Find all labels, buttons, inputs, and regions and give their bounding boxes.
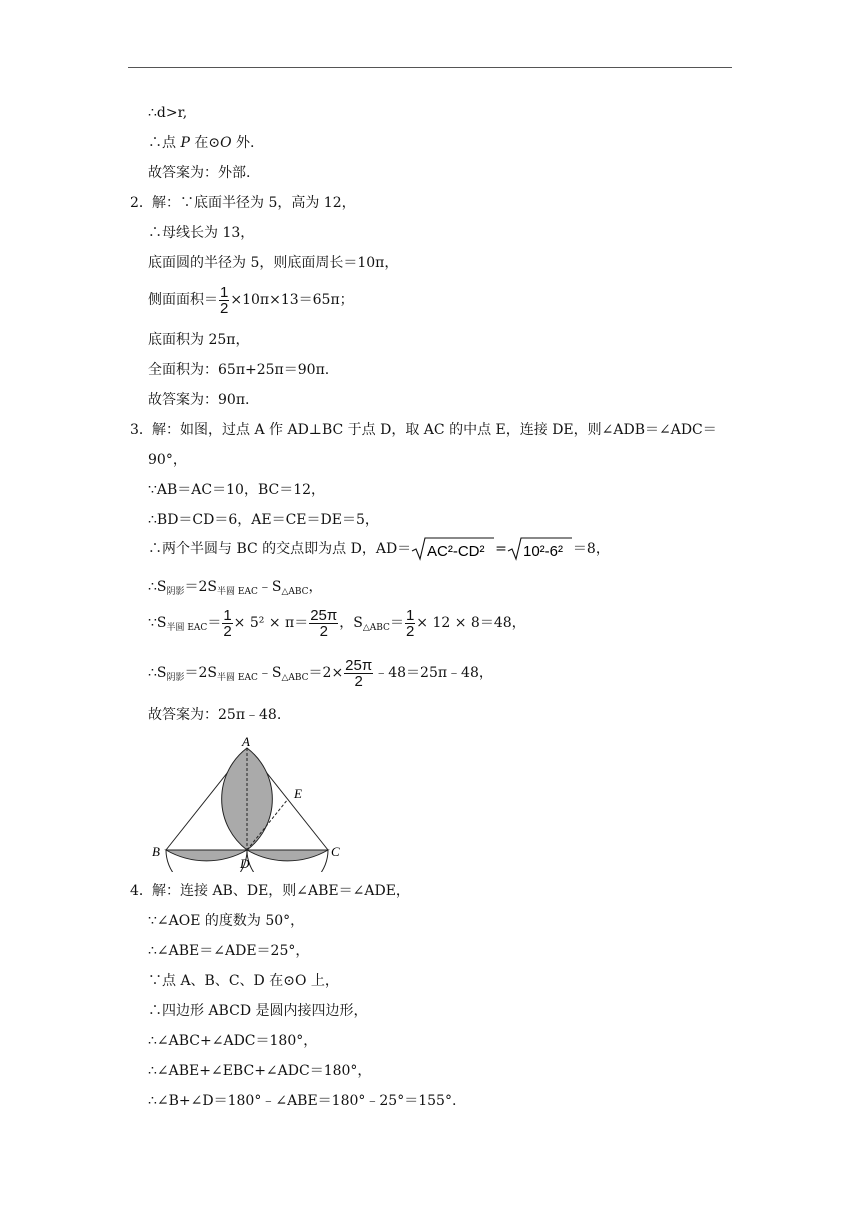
problem-2-line-5: 底面积为 25π， bbox=[148, 332, 250, 348]
line-d-gt-r: ∴d>r, bbox=[148, 105, 188, 121]
fraction bbox=[344, 658, 373, 689]
text: ∴S bbox=[148, 665, 167, 681]
problem-3-number: 3． bbox=[130, 422, 153, 438]
problem-4-line-1: 解：连接 AB、DE，则∠ABE＝∠ADE， bbox=[152, 883, 410, 899]
numerator: 25π bbox=[345, 656, 373, 674]
label-D: D bbox=[240, 856, 250, 871]
fraction bbox=[405, 608, 415, 639]
text: ∴点 bbox=[148, 135, 181, 151]
problem-4-number: 4． bbox=[130, 883, 153, 899]
problem-3-line-4 bbox=[148, 535, 610, 563]
text: = bbox=[495, 541, 507, 557]
text: ， bbox=[308, 579, 323, 595]
problem-4-line-6: ∴∠ABC+∠ADC＝180°， bbox=[148, 1033, 318, 1049]
numerator: 1 bbox=[405, 606, 415, 624]
text: ，S bbox=[339, 615, 363, 631]
geometry-figure bbox=[148, 736, 358, 872]
header-rule bbox=[128, 67, 732, 68]
denominator: 2 bbox=[220, 299, 229, 317]
problem-2-line-4 bbox=[148, 283, 354, 317]
sqrt-text: 10²-6² bbox=[522, 543, 563, 560]
problem-2-line-7: 故答案为：90π. bbox=[148, 392, 250, 408]
numerator: 1 bbox=[223, 606, 232, 624]
numerator: 1 bbox=[220, 283, 229, 301]
text: ∴S bbox=[148, 579, 167, 595]
problem-3-line-7 bbox=[148, 656, 493, 695]
subscript: △ABC bbox=[362, 623, 390, 633]
shaded-segment-DC bbox=[247, 850, 328, 861]
sqrt-text: AC²-CD² bbox=[427, 543, 485, 560]
problem-3-line-1: 解：如图，过点 A 作 AD⊥BC 于点 D，取 AC 的中点 E，连接 DE，则∠ADB＝∠ADC＝ bbox=[152, 422, 717, 438]
text: ＝2S bbox=[184, 579, 218, 595]
problem-4-line-7: ∴∠ABE+∠EBC+∠ADC＝180°， bbox=[148, 1063, 372, 1079]
subscript: 阴影 bbox=[166, 587, 185, 597]
text: O bbox=[220, 135, 232, 151]
problem-2-line-1: 解：∵底面半径为 5，高为 12， bbox=[152, 195, 356, 211]
subscript: △ABC bbox=[281, 587, 309, 597]
numerator: 25π bbox=[310, 606, 338, 624]
line-answer-1: 故答案为：外部. bbox=[148, 165, 251, 181]
sqrt-expression-2 bbox=[507, 536, 573, 562]
label-C: C bbox=[331, 844, 340, 859]
text: ＝ bbox=[389, 615, 404, 631]
denominator: 2 bbox=[405, 622, 415, 640]
problem-3-line-5 bbox=[148, 578, 323, 601]
problem-3-line-6 bbox=[148, 606, 526, 645]
shaded-segment-BD bbox=[166, 850, 247, 861]
problem-2-line-2: ∴母线长为 13， bbox=[148, 225, 255, 241]
label-B: B bbox=[152, 844, 160, 859]
fraction bbox=[219, 285, 229, 316]
subscript: 半圆 EAC bbox=[217, 587, 258, 597]
text: ×10π×13＝65π； bbox=[230, 292, 354, 308]
label-A: A bbox=[242, 736, 250, 749]
denominator: 2 bbox=[319, 622, 328, 640]
label-E: E bbox=[294, 786, 302, 801]
problem-2-number: 2． bbox=[130, 195, 153, 211]
subscript: △ABC bbox=[281, 673, 309, 683]
text: ∴两个半圆与 BC 的交点即为点 D，AD＝ bbox=[148, 541, 412, 557]
subscript: 半圆 EAC bbox=[166, 623, 208, 633]
text: ＝8， bbox=[572, 541, 610, 557]
fraction bbox=[309, 608, 338, 639]
text: P bbox=[180, 135, 190, 151]
denominator: 2 bbox=[354, 672, 363, 690]
text: ﹣S bbox=[257, 665, 282, 681]
text: ∵S bbox=[148, 615, 167, 631]
problem-2-line-3: 底面圆的半径为 5，则底面周长＝10π， bbox=[148, 255, 399, 271]
text: × 12 × 8＝48， bbox=[416, 615, 526, 631]
text: ＝ bbox=[207, 615, 222, 631]
fraction bbox=[222, 608, 232, 639]
problem-4-line-4: ∵点 A、B、C、D 在⊙O 上， bbox=[148, 973, 339, 989]
problem-4-line-5: ∴四边形 ABCD 是圆内接四边形， bbox=[148, 1003, 368, 1019]
sqrt-expression-1 bbox=[411, 536, 495, 562]
problem-3-line-3: ∴BD＝CD＝6，AE＝CE＝DE＝5， bbox=[148, 512, 379, 528]
text: × 5² × π＝ bbox=[233, 615, 309, 631]
problem-3-line-2: ∵AB＝AC＝10，BC＝12， bbox=[148, 482, 326, 498]
text: ﹣S bbox=[257, 579, 282, 595]
text: 外. bbox=[231, 135, 255, 151]
text: 侧面面积＝ bbox=[148, 292, 218, 308]
text: 在⊙ bbox=[189, 135, 221, 151]
problem-3-line-8: 故答案为：25π﹣48. bbox=[148, 707, 282, 723]
problem-4-line-2: ∵∠AOE 的度数为 50°， bbox=[148, 913, 305, 929]
denominator: 2 bbox=[223, 622, 232, 640]
problem-4-line-8: ∴∠B+∠D＝180°﹣∠ABE＝180°﹣25°＝155°. bbox=[148, 1093, 457, 1109]
text: ＝2× bbox=[308, 665, 344, 681]
subscript: 阴影 bbox=[166, 673, 185, 683]
problem-4-line-3: ∴∠ABE＝∠ADE＝25°， bbox=[148, 943, 310, 959]
text: ﹣48＝25π﹣48， bbox=[374, 665, 493, 681]
problem-3-line-1b: 90°， bbox=[148, 452, 187, 468]
problem-2-line-6: 全面积为：65π+25π＝90π. bbox=[148, 362, 330, 378]
line-point-outside bbox=[148, 134, 254, 152]
subscript: 半圆 EAC bbox=[217, 673, 258, 683]
text: ＝2S bbox=[184, 665, 218, 681]
